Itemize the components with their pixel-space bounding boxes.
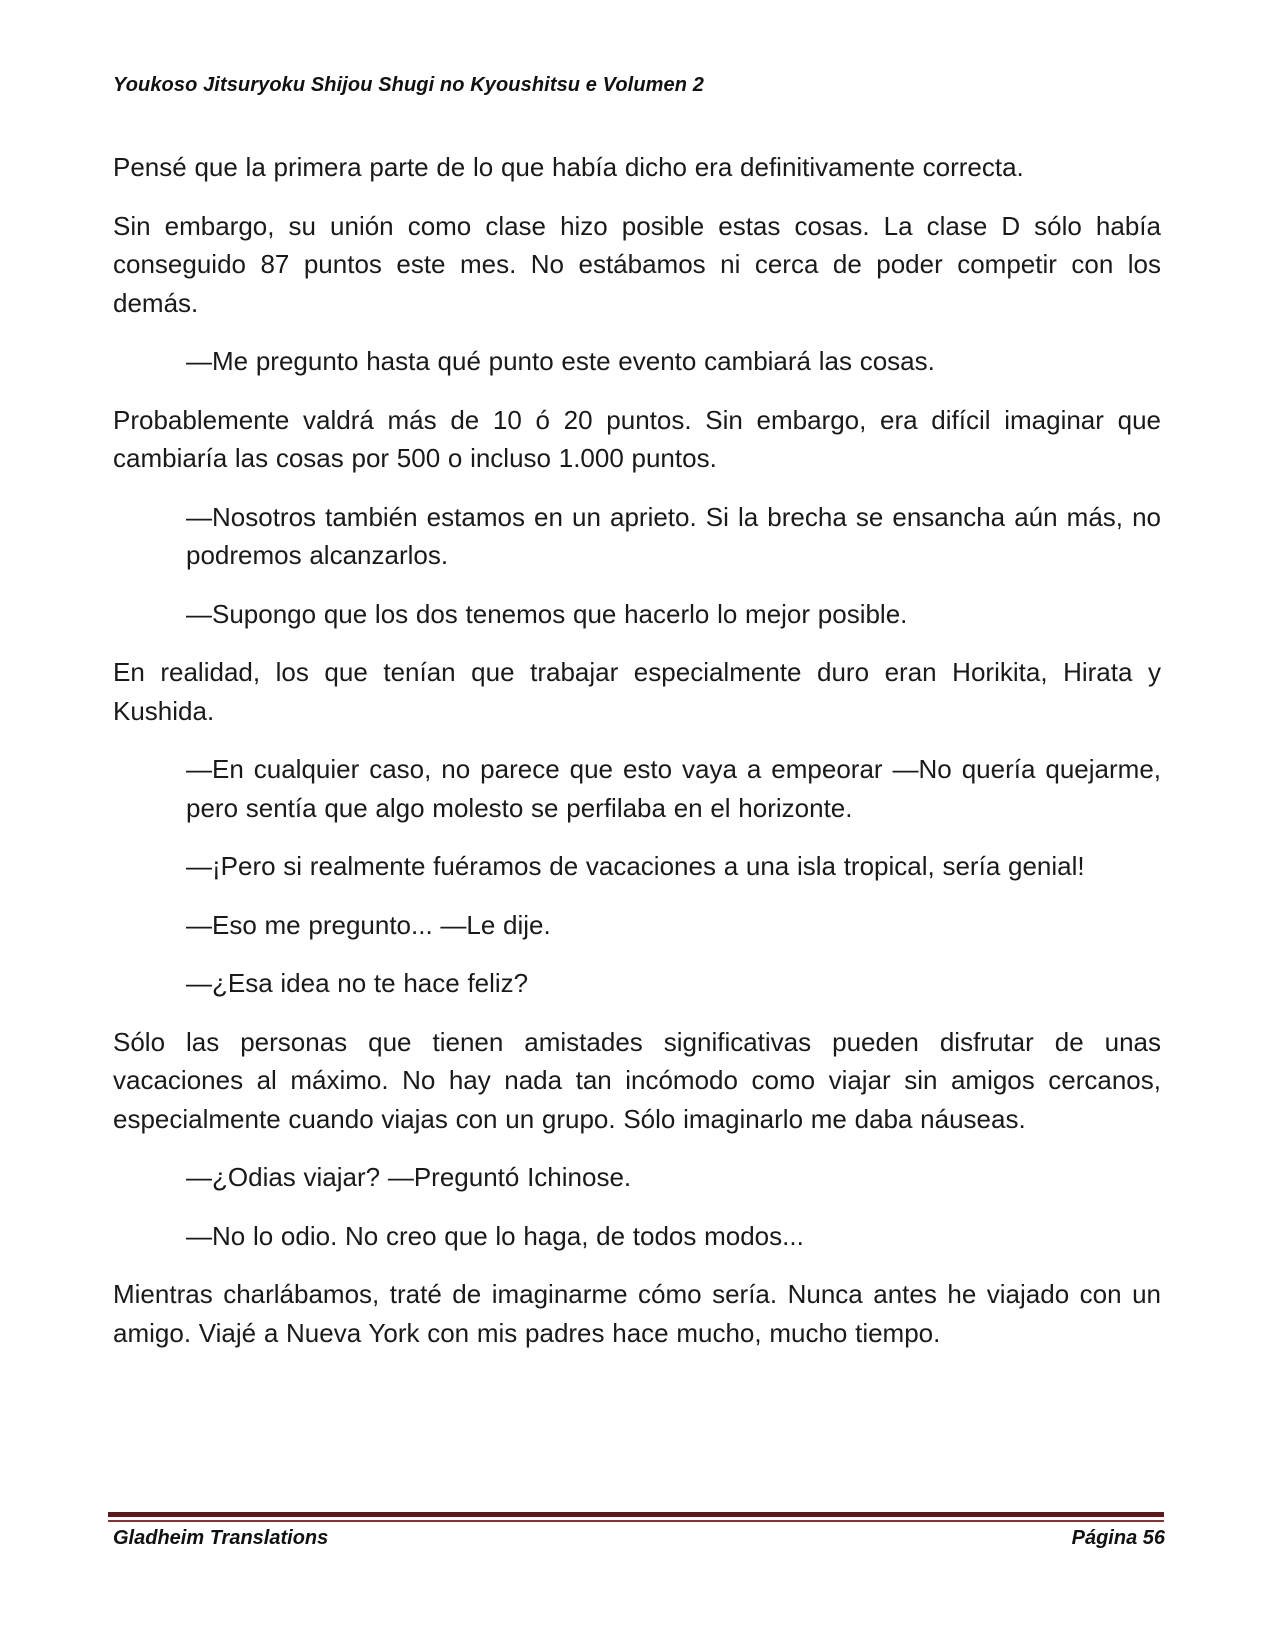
dialogue-line: —Me pregunto hasta qué punto este evento cambiará las cosas.	[186, 346, 935, 376]
paragraph: Sólo las personas que tienen amistades significativas pueden disfrutar de unas vacaciones al máximo. No hay nada tan incómodo como viajar sin amigos cercanos, especialmente cuando viajas con un grupo. Sólo imaginarlo me daba náuseas.	[113, 1026, 1161, 1134]
dialogue-line: —¿Odias viajar? —Preguntó Ichinose.	[186, 1162, 632, 1192]
dialogue-line: —¡Pero si realmente fuéramos de vacaciones a una isla tropical, sería genial!	[186, 851, 1085, 881]
paragraph: Mientras charlábamos, traté de imaginarme cómo sería. Nunca antes he viajado con un amigo. Viajé a Nueva York con mis padres hace mucho, mucho tiempo.	[113, 1279, 1161, 1348]
dialogue-line: —¿Esa idea no te hace feliz?	[186, 968, 529, 998]
dialogue-line: —Eso me pregunto... —Le dije.	[186, 909, 551, 940]
paragraph: En realidad, los que tenían que trabajar especialmente duro eran Horikita, Hirata y Kushida.	[113, 657, 1161, 726]
page-body	[113, 148, 1161, 1352]
dialogue-line: —Nosotros también estamos en un aprieto. Si la brecha se ensancha aún más, no podremos alcanzarlos.	[186, 501, 1161, 570]
dialogue-line: —Supongo que los dos tenemos que hacerlo lo mejor posible.	[186, 598, 908, 629]
footer-rule-thin	[108, 1520, 1164, 1522]
page-number: Página 56	[1071, 1527, 1165, 1549]
footer-translator: Gladheim Translations	[113, 1527, 329, 1549]
running-header: Youkoso Jitsuryoku Shijou Shugi no Kyoushitsu e Volumen 2	[113, 74, 704, 96]
paragraph: Pensé que la primera parte de lo que había dicho era definitivamente correcta.	[113, 152, 1024, 182]
dialogue-line: —No lo odio. No creo que lo haga, de todos modos...	[186, 1220, 804, 1251]
paragraph: Probablemente valdrá más de 10 ó 20 puntos. Sin embargo, era difícil imaginar que cambiaría las cosas por 500 o incluso 1.000 puntos.	[113, 404, 1161, 473]
footer-rule	[108, 1512, 1164, 1517]
paragraph: Sin embargo, su unión como clase hizo posible estas cosas. La clase D sólo había conseguido 87 puntos este mes. No estábamos ni cerca de poder competir con los demás.	[113, 210, 1161, 318]
dialogue-line: —En cualquier caso, no parece que esto vaya a empeorar —No quería quejarme, pero sentía que algo molesto se perfilaba en el horizonte.	[186, 754, 1161, 823]
